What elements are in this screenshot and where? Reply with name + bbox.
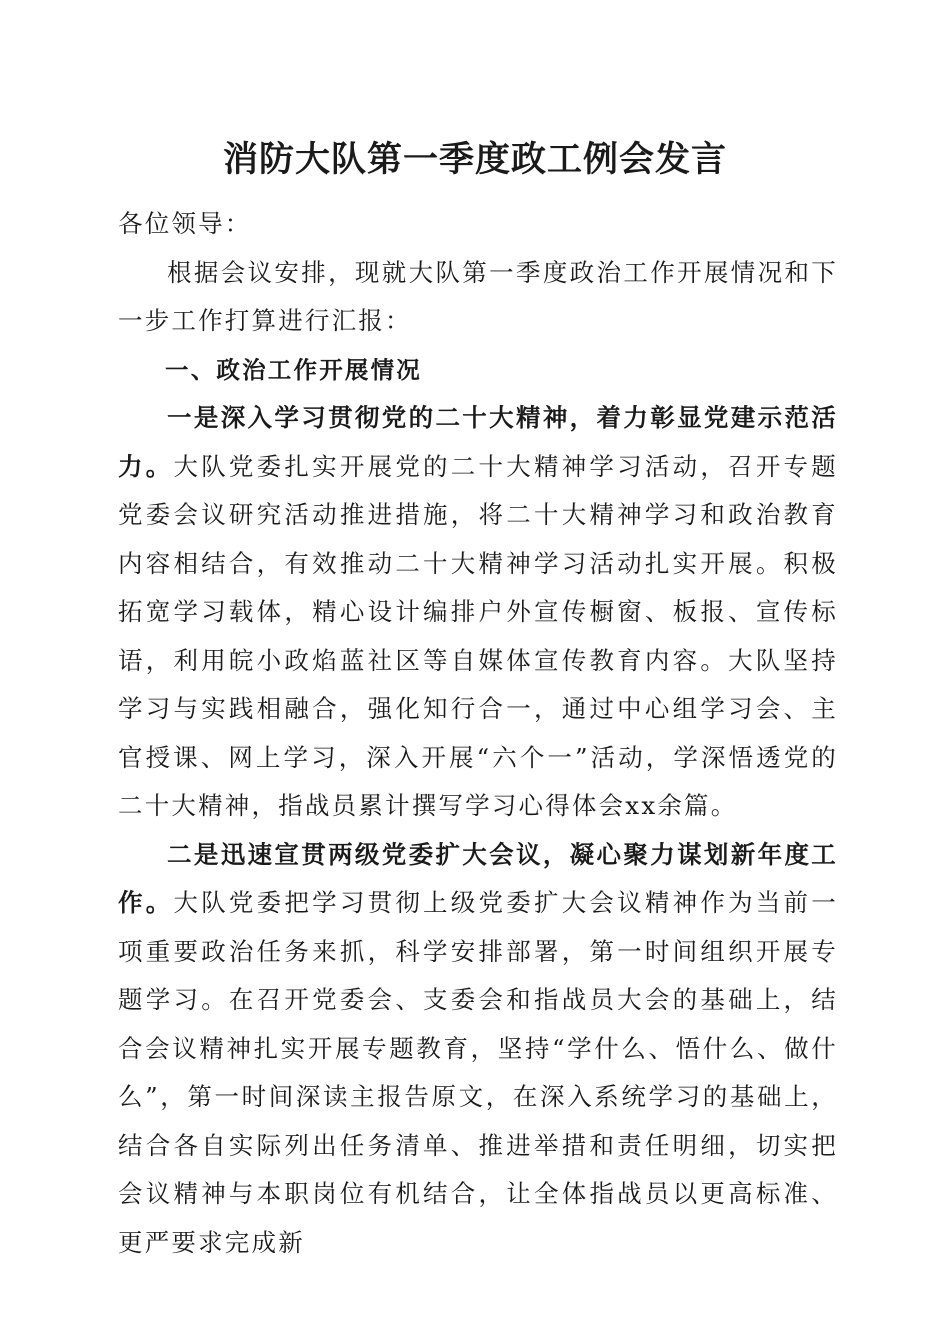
paragraph-item-1 xyxy=(118,394,838,831)
item-1-text: 大队党委扎实开展党的二十大精神学习活动，召开专题党委会议研究活动推进措施，将二十大精神学习和政治教育内容相结合，有效推动二十大精神学习活动扎实开展。积极拓宽学习载体，精心设计编排户外宣传橱窗、板报、宣传标语，利用皖小政焰蓝社区等自媒体宣传教育内容。大队坚持学习与实践相融合，强化知行合一，通过中心组学习会、主官授课、网上学习，深入开展“六个一”活动，学深悟透党的二十大精神，指战员累计撰写学习心得体会xx余篇。 xyxy=(118,451,838,820)
page-title: 消防大队第一季度政工例会发言 xyxy=(222,139,727,180)
document-body xyxy=(118,200,838,1267)
intro-paragraph: 根据会议安排，现就大队第一季度政治工作开展情况和下一步工作打算进行汇报： xyxy=(118,257,838,335)
item-2-lead: 二是迅速宣贯两级党委扩大会议，凝心聚力谋划新年度工作。 xyxy=(118,839,838,917)
item-1-lead: 一是深入学习贯彻党的二十大精神，着力彰显党建示范活力。 xyxy=(118,403,838,481)
paragraph-item-2 xyxy=(118,831,838,1268)
section-heading: 一、政治工作开展情况 xyxy=(165,355,422,384)
item-2-text: 大队党委把学习贯彻上级党委扩大会议精神作为当前一项重要政治任务来抓，科学安排部署，第一时间组织开展专题学习。在召开党委会、支委会和指战员大会的基础上，结合会议精神扎实开展专题教育，坚持“学什么、悟什么、做什么”，第一时间深读主报告原文，在深入系统学习的基础上，结合各自实际列出任务清单、推进举措和责任明细，切实把会议精神与本职岗位有机结合，让全体指战员以更高标准、更严要求完成新 xyxy=(118,888,838,1257)
salutation: 各位领导： xyxy=(118,209,252,238)
